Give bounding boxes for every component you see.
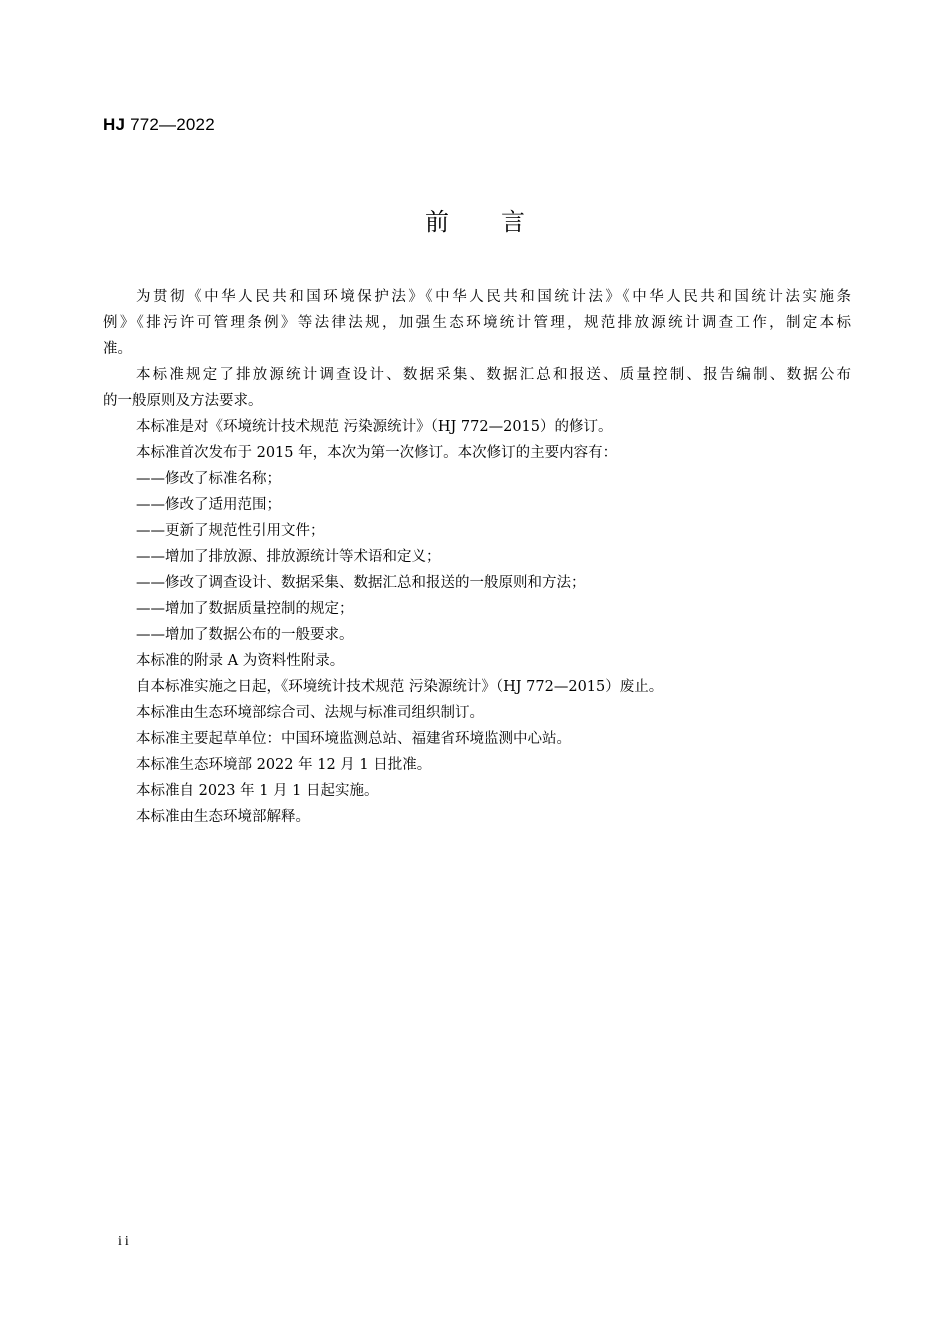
foreword-body <box>103 284 851 830</box>
title-char-2: 言 <box>501 208 525 236</box>
title-char-1: 前 <box>425 208 449 236</box>
paragraph-line: 例》《排污许可管理条例》等法律法规，加强生态环境统计管理，规范排放源统计调查工作，制定本标 <box>103 315 851 331</box>
paragraph-interpretation: 本标准由生态环境部解释。 <box>136 809 310 825</box>
paragraph-line: 准。 <box>103 341 132 357</box>
paragraph-line: 为贯彻《中华人民共和国环境保护法》《中华人民共和国统计法》《中华人民共和国统计法实施条 <box>136 289 851 305</box>
standard-code-prefix: HJ <box>103 115 126 134</box>
paragraph-purpose <box>103 284 851 362</box>
paragraph-scope <box>103 362 851 414</box>
paragraph-line: 的一般原则及方法要求。 <box>103 393 263 409</box>
paragraph-supersedes: 自本标准实施之日起，《环境统计技术规范 污染源统计》（HJ 772—2015）废止。 <box>136 679 664 695</box>
paragraph-revision-of: 本标准是对《环境统计技术规范 污染源统计》（HJ 772—2015）的修订。 <box>136 419 613 435</box>
page-number: ii <box>118 1234 132 1249</box>
change-item: ——修改了调查设计、数据采集、数据汇总和报送的一般原则和方法； <box>136 575 586 591</box>
paragraph-drafters: 本标准主要起草单位：中国环境监测总站、福建省环境监测中心站。 <box>136 731 571 747</box>
paragraph-approval: 本标准生态环境部 2022 年 12 月 1 日批准。 <box>136 757 432 773</box>
change-item: ——增加了数据公布的一般要求。 <box>136 627 354 643</box>
paragraph-organizer: 本标准由生态环境部综合司、法规与标准司组织制订。 <box>136 705 484 721</box>
change-item: ——增加了排放源、排放源统计等术语和定义； <box>136 549 441 565</box>
change-item: ——增加了数据质量控制的规定； <box>136 601 354 617</box>
standard-code <box>103 114 215 136</box>
change-item: ——修改了适用范围； <box>136 497 281 513</box>
paragraph-revision-history: 本标准首次发布于 2015 年，本次为第一次修订。本次修订的主要内容有： <box>136 445 618 461</box>
paragraph-line: 本标准规定了排放源统计调查设计、数据采集、数据汇总和报送、质量控制、报告编制、数据公布 <box>136 367 851 383</box>
page-title <box>0 205 950 239</box>
paragraph-effective-date: 本标准自 2023 年 1 月 1 日起实施。 <box>136 783 379 799</box>
standard-code-number: 772—2022 <box>125 115 215 134</box>
paragraph-appendix: 本标准的附录 A 为资料性附录。 <box>136 653 345 669</box>
change-item: ——更新了规范性引用文件； <box>136 523 325 539</box>
change-item: ——修改了标准名称； <box>136 471 281 487</box>
